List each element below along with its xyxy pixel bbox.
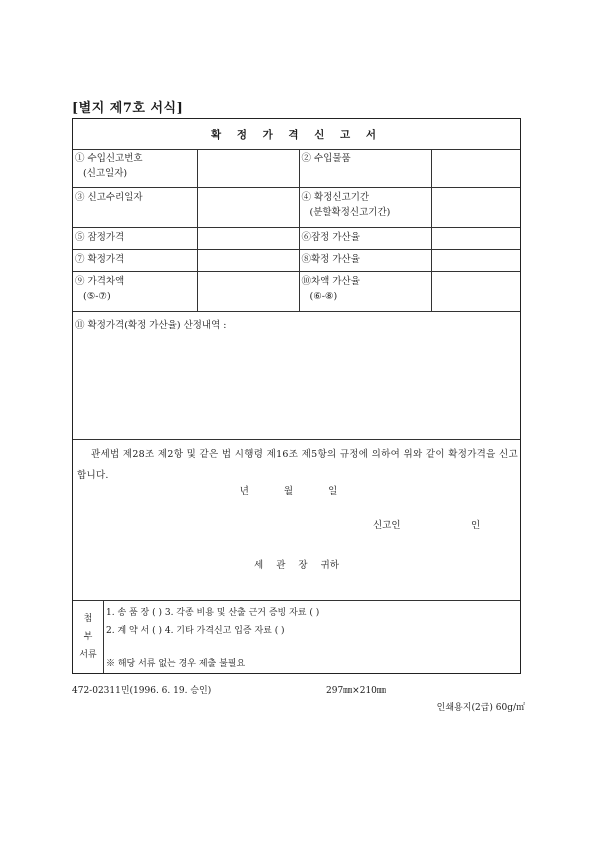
table-row	[73, 227, 520, 249]
surcharge-difference-field[interactable]	[431, 271, 520, 311]
field-label	[73, 149, 197, 187]
attachments-header-char: 서류	[79, 649, 97, 660]
paper-spec: 인쇄용지(2급) 60g/㎡	[436, 703, 525, 713]
split-report-period-sublabel: (분할확정신고기간)	[309, 206, 391, 218]
provisional-price-field[interactable]	[197, 227, 299, 249]
field-label	[73, 249, 197, 271]
form-number-label: [별지 제7호 서식]	[72, 101, 184, 116]
attachment-line-2[interactable]: 2. 계 약 서 ( ) 4. 기타 가격신고 입증 자료 ( )	[106, 626, 285, 636]
attachments-header-char: 첨	[83, 613, 93, 624]
imported-goods-field[interactable]	[431, 149, 520, 187]
field-label	[299, 271, 431, 311]
price-difference-field[interactable]	[197, 271, 299, 311]
acceptance-date-field[interactable]	[197, 187, 299, 227]
attachment-line-1[interactable]: 1. 송 품 장 ( ) 3. 각종 비용 및 산출 근거 증빙 자료 ( )	[106, 608, 320, 618]
table-row	[73, 149, 520, 187]
report-form	[72, 118, 521, 674]
attachments-header-char: 부	[83, 631, 93, 642]
field-label	[73, 227, 197, 249]
declaration-date-sublabel: (신고일자)	[83, 168, 128, 179]
final-price-field[interactable]	[197, 249, 299, 271]
reporter-label[interactable]: 신고인	[373, 520, 401, 531]
attachment-note: ※ 해당 서류 없는 경우 제출 불필요	[106, 659, 246, 669]
table-row	[73, 271, 520, 311]
import-declaration-number-field[interactable]	[197, 149, 299, 187]
table-row	[73, 249, 520, 271]
surcharge-difference-label: ⑩차액 가산율	[301, 275, 360, 287]
field-label	[73, 187, 197, 227]
acceptance-date-label: ③ 신고수리일자	[75, 191, 143, 203]
final-surcharge-field[interactable]	[431, 249, 520, 271]
table-row	[73, 187, 520, 227]
final-price-label: ⑦ 확정가격	[75, 253, 125, 265]
provisional-surcharge-label: ⑥잠정 가산율	[301, 231, 360, 243]
price-difference-label: ⑨ 가격차액	[75, 275, 125, 287]
import-declaration-number-label: ① 수입신고번호	[75, 153, 143, 164]
calculation-details-label: ⑪ 확정가격(확정 가산율) 산정내역 :	[75, 320, 227, 331]
form-title: 확 정 가 격 신 고 서	[73, 119, 520, 150]
provisional-price-label: ⑤ 잠정가격	[75, 231, 125, 243]
surcharge-difference-formula: (⑥-⑧)	[309, 290, 338, 302]
attachments-section	[73, 600, 520, 673]
field-grid	[73, 149, 520, 312]
recipient-line: 세 관 장 귀하	[254, 560, 339, 571]
field-label	[299, 149, 431, 187]
price-difference-formula: (⑤-⑦)	[83, 290, 111, 302]
paper-size: 297㎜×210㎜	[326, 686, 386, 696]
declaration-section	[73, 439, 520, 601]
field-label	[299, 227, 431, 249]
seal-mark: 인	[471, 520, 481, 531]
field-label	[299, 249, 431, 271]
field-label	[299, 187, 431, 227]
date-line[interactable]: 년 월 일	[239, 486, 354, 497]
attachments-header	[73, 600, 104, 673]
field-label	[73, 271, 197, 311]
calculation-details-field[interactable]	[73, 315, 520, 440]
provisional-surcharge-field[interactable]	[431, 227, 520, 249]
final-surcharge-label: ⑧확정 가산율	[301, 253, 360, 265]
imported-goods-label: ② 수입물품	[301, 153, 351, 164]
declaration-text: 관세법 제28조 제2항 및 같은 법 시행령 제16조 제5항의 규정에 의하여 위와 같이 확정가격을 신고합니다.	[77, 449, 518, 481]
form-approval-code: 472-02311민(1996. 6. 19. 승인)	[72, 686, 212, 696]
final-report-period-field[interactable]	[431, 187, 520, 227]
final-report-period-label: ④ 확정신고기간	[301, 191, 370, 203]
